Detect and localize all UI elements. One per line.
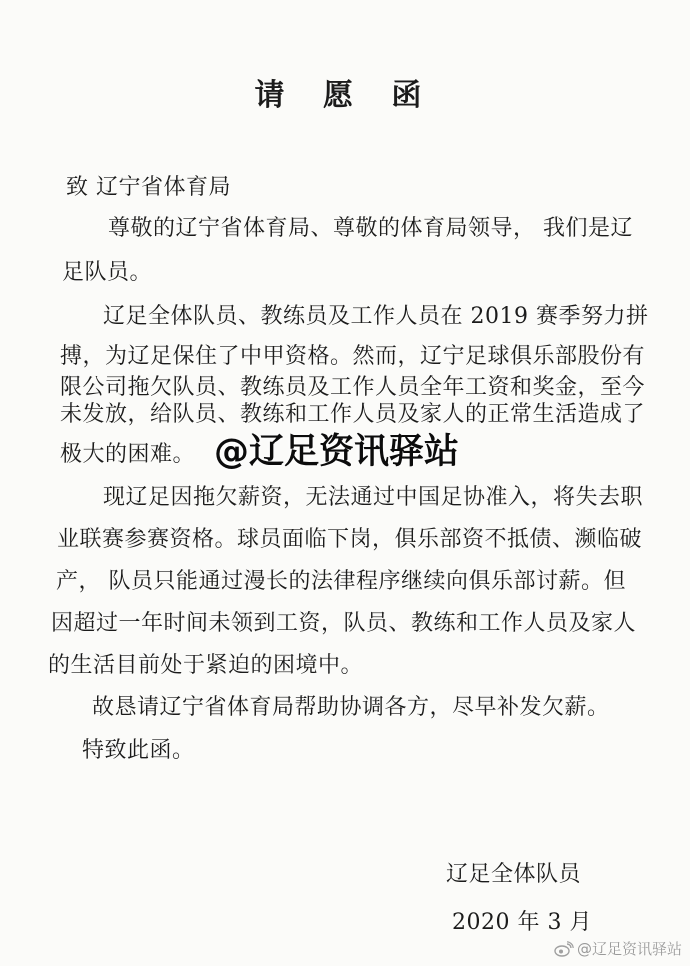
paragraph-4-line-1: 故恳请辽宁省体育局帮助协调各方，尽早补发欠薪。 [92,695,610,720]
corner-watermark-text: @辽足资讯驿站 [576,940,682,958]
paragraph-2-line-5: 极大的困难。 [60,442,196,467]
paragraph-2-line-4: 未发放，给队员、教练和工作人员及家人的正常生活造成了 [60,402,646,427]
paragraph-3-line-4: 因超过一年时间未领到工资，队员、教练和工作人员及家人 [51,611,637,636]
letter-date: 2020 年 3 月 [452,910,592,935]
paragraph-2-line-3: 限公司拖欠队员、教练员及工作人员全年工资和奖金，至今 [60,375,646,400]
paragraph-1-line-1: 尊敬的辽宁省体育局、尊敬的体育局领导， 我们是辽 [108,216,633,241]
paragraph-3-line-1: 现辽足因拖欠薪资，无法通过中国足协准入，将失去职 [103,485,644,510]
closing-line: 特致此函。 [82,738,195,763]
letter-title: 请 愿 函 [254,78,436,113]
signature: 辽足全体队员 [446,862,582,887]
addressee: 致 辽宁省体育局 [66,175,231,200]
corner-watermark [554,938,682,959]
watermark-overlay: @辽足资讯驿站 [214,432,460,472]
paragraph-1-line-2: 足队员。 [62,260,153,285]
paragraph-2-line-1: 辽足全体队员、教练员及工作人员在 2019 赛季努力拼 [103,304,649,329]
paragraph-3-line-2: 业联赛参赛资格。球员面临下岗，俱乐部资不抵债、濒临破 [57,527,643,552]
weibo-icon [554,941,574,957]
paragraph-2-line-2: 搏，为辽足保住了中甲资格。然而，辽宁足球俱乐部股份有 [60,344,646,369]
paragraph-3-line-3: 产， 队员只能通过漫长的法律程序继续向俱乐部讨薪。但 [56,569,626,594]
paragraph-3-line-5: 的生活目前处于紧迫的困境中。 [48,653,364,678]
